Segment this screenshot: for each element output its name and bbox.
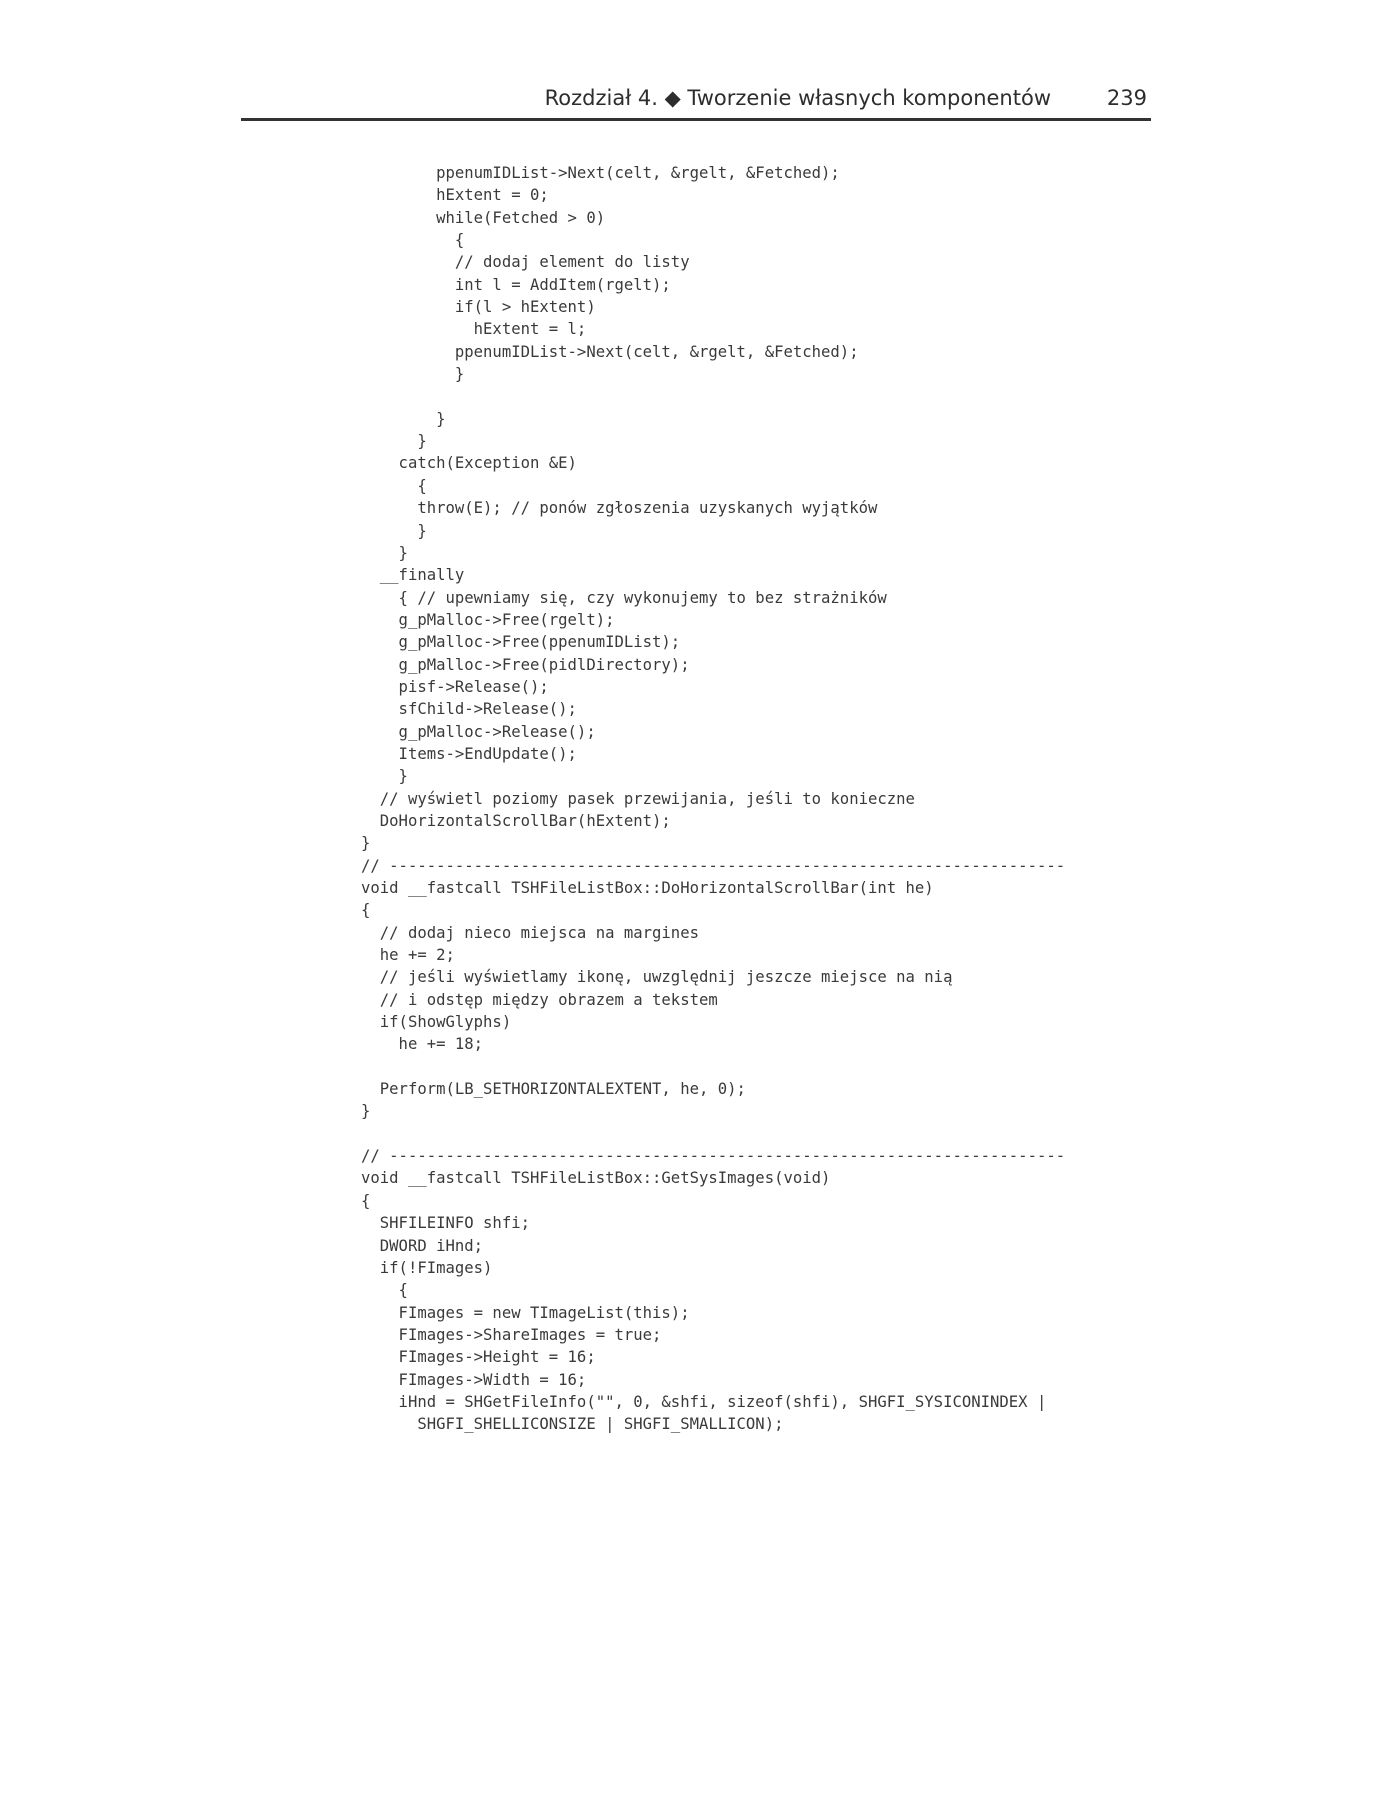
code-line: } — [361, 432, 427, 451]
code-line: if(!FImages) — [361, 1258, 493, 1277]
code-line: Perform(LB_SETHORIZONTALEXTENT, he, 0); — [361, 1080, 746, 1099]
code-listing — [361, 162, 1065, 1436]
code-line: g_pMalloc->Free(ppenumIDList); — [361, 633, 681, 652]
code-line: // wyświetl poziomy pasek przewijania, jeśli to konieczne — [361, 789, 915, 808]
code-line: { // upewniamy się, czy wykonujemy to bez strażników — [361, 588, 887, 607]
code-line — [361, 1056, 1065, 1078]
code-line: { — [361, 1191, 371, 1210]
page-header — [241, 84, 1151, 121]
code-line: // i odstęp między obrazem a tekstem — [361, 990, 718, 1009]
code-line: he += 18; — [361, 1035, 484, 1054]
code-line: } — [361, 1102, 371, 1121]
code-line: g_pMalloc->Release(); — [361, 722, 596, 741]
code-line: DWORD iHnd; — [361, 1236, 484, 1255]
code-line: Items->EndUpdate(); — [361, 744, 577, 763]
code-line: { — [361, 476, 427, 495]
code-line: // ------------------------------------------------------------------------ — [361, 856, 1066, 875]
code-line: if(ShowGlyphs) — [361, 1013, 512, 1032]
code-line: SHGFI_SHELLICONSIZE | SHGFI_SMALLICON); — [361, 1415, 784, 1434]
page-number: 239 — [1106, 86, 1147, 110]
code-line: hExtent = l; — [361, 320, 587, 339]
code-line: ppenumIDList->Next(celt, &rgelt, &Fetched); — [361, 342, 859, 361]
code-line: { — [361, 901, 371, 920]
code-line: // jeśli wyświetlamy ikonę, uwzględnij jeszcze miejsce na nią — [361, 968, 953, 987]
code-line: SHFILEINFO shfi; — [361, 1214, 530, 1233]
code-line: { — [361, 1281, 408, 1300]
code-line: int l = AddItem(rgelt); — [361, 275, 671, 294]
code-line: // ------------------------------------------------------------------------ — [361, 1147, 1066, 1166]
code-line: FImages = new TImageList(this); — [361, 1303, 690, 1322]
code-line: if(l > hExtent) — [361, 298, 596, 317]
code-line: } — [361, 834, 371, 853]
code-line — [361, 385, 1065, 407]
code-line: void __fastcall TSHFileListBox::DoHorizontalScrollBar(int he) — [361, 879, 934, 897]
code-line: he += 2; — [361, 946, 455, 965]
chapter-title: Rozdział 4. ◆ Tworzenie własnych komponentów — [544, 86, 1051, 110]
code-line: while(Fetched > 0) — [361, 208, 606, 227]
code-line: iHnd = SHGetFileInfo("", 0, &shfi, sizeof(shfi), SHGFI_SYSICONINDEX | — [361, 1392, 1047, 1411]
code-line: // dodaj element do listy — [361, 253, 690, 272]
code-line: } — [361, 767, 408, 786]
code-line: FImages->Height = 16; — [361, 1348, 596, 1367]
code-line: pisf->Release(); — [361, 677, 549, 696]
code-line: // dodaj nieco miejsca na margines — [361, 923, 699, 942]
code-line: throw(E); // ponów zgłoszenia uzyskanych wyjątków — [361, 499, 878, 518]
code-line: ppenumIDList->Next(celt, &rgelt, &Fetched); — [361, 164, 840, 182]
code-line — [361, 1123, 1065, 1145]
code-line: FImages->ShareImages = true; — [361, 1325, 662, 1344]
code-line: void __fastcall TSHFileListBox::GetSysImages(void) — [361, 1169, 831, 1188]
code-line: } — [361, 365, 465, 384]
code-line: DoHorizontalScrollBar(hExtent); — [361, 811, 671, 830]
code-line: } — [361, 543, 408, 562]
code-line: } — [361, 521, 427, 540]
code-line: g_pMalloc->Free(rgelt); — [361, 610, 615, 629]
code-line: __finally — [361, 566, 465, 585]
code-line: hExtent = 0; — [361, 186, 549, 205]
code-line: } — [361, 409, 446, 428]
code-line: catch(Exception &E) — [361, 454, 577, 473]
code-line: FImages->Width = 16; — [361, 1370, 587, 1389]
code-line: g_pMalloc->Free(pidlDirectory); — [361, 655, 690, 674]
code-line: sfChild->Release(); — [361, 700, 577, 719]
code-line: { — [361, 231, 465, 250]
